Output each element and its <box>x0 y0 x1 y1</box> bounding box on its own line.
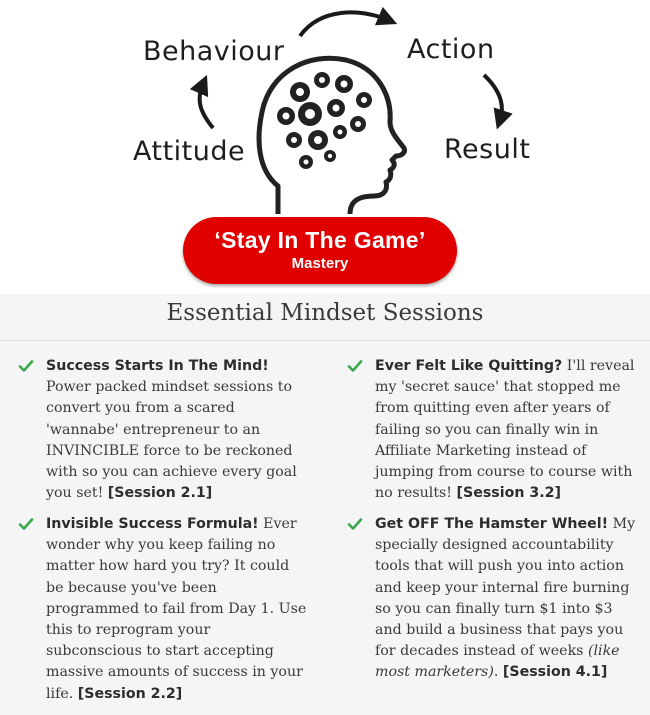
arrow-behaviour-to-action-icon <box>300 12 388 36</box>
feature-heading: Get OFF The Hamster Wheel! <box>375 516 609 532</box>
cycle-label-behaviour: Behaviour <box>143 36 285 67</box>
session-tag: [Session 2.1] <box>107 485 213 502</box>
feature-heading: Invisible Success Formula! <box>46 516 259 532</box>
session-tag: [Session 2.2] <box>77 685 183 702</box>
cycle-label-result: Result <box>444 134 531 165</box>
feature-heading: Ever Felt Like Quitting? <box>375 358 563 374</box>
feature-body: Power packed mindset sessions to convert you from a scared 'wannabe' entrepreneur to an INVINCIBLE force to be reckoned with so you can achieve every goal you set! <box>46 379 297 502</box>
feature-heading: Success Starts In The Mind! <box>46 358 269 374</box>
checkmark-icon <box>347 516 363 532</box>
checkmark-icon <box>347 358 363 374</box>
arrow-attitude-to-behaviour-icon <box>200 84 213 128</box>
hero-banner <box>0 0 650 300</box>
feature-body: Ever wonder why you keep failing no matter how hard you try? It could be because you've been programmed to fail from Day 1. Use this to reprogram your subconscious to start accepting massive amounts of success in your life. <box>46 516 307 702</box>
feature-tail: . <box>493 664 503 681</box>
head-with-gears-icon <box>259 58 404 214</box>
stay-in-the-game-badge <box>183 217 457 284</box>
feature-italic-note: (like most marketers) <box>375 643 620 681</box>
feature-item <box>46 356 308 504</box>
feature-body: I'll reveal my 'secret sauce' that stopped me from quitting even after years of failing so you can finally win in Affiliate Marketing instead of jumping from course to course with no results! <box>375 358 635 502</box>
mindset-sessions-section <box>0 294 650 715</box>
feature-item <box>46 514 308 705</box>
section-title: Essential Mindset Sessions <box>166 300 484 326</box>
checkmark-icon <box>18 358 34 374</box>
cycle-label-action: Action <box>407 34 495 65</box>
checkmark-icon <box>18 516 34 532</box>
session-tag: [Session 4.1] <box>502 664 608 681</box>
feature-body: My specially designed accountability tools that will push you into action and keep your internal fire burning so you can finally turn $1 into $3 and build a business that pays you for decades instead of weeks <box>375 516 636 660</box>
badge-title: ‘Stay In The Game’ <box>214 227 426 253</box>
feature-item <box>375 514 637 684</box>
arrow-action-to-result-icon <box>484 75 502 120</box>
cycle-label-attitude: Attitude <box>133 136 246 167</box>
feature-item <box>375 356 637 504</box>
session-tag: [Session 3.2] <box>456 485 562 502</box>
badge-subtitle: Mastery <box>291 255 349 272</box>
section-divider <box>0 340 650 341</box>
